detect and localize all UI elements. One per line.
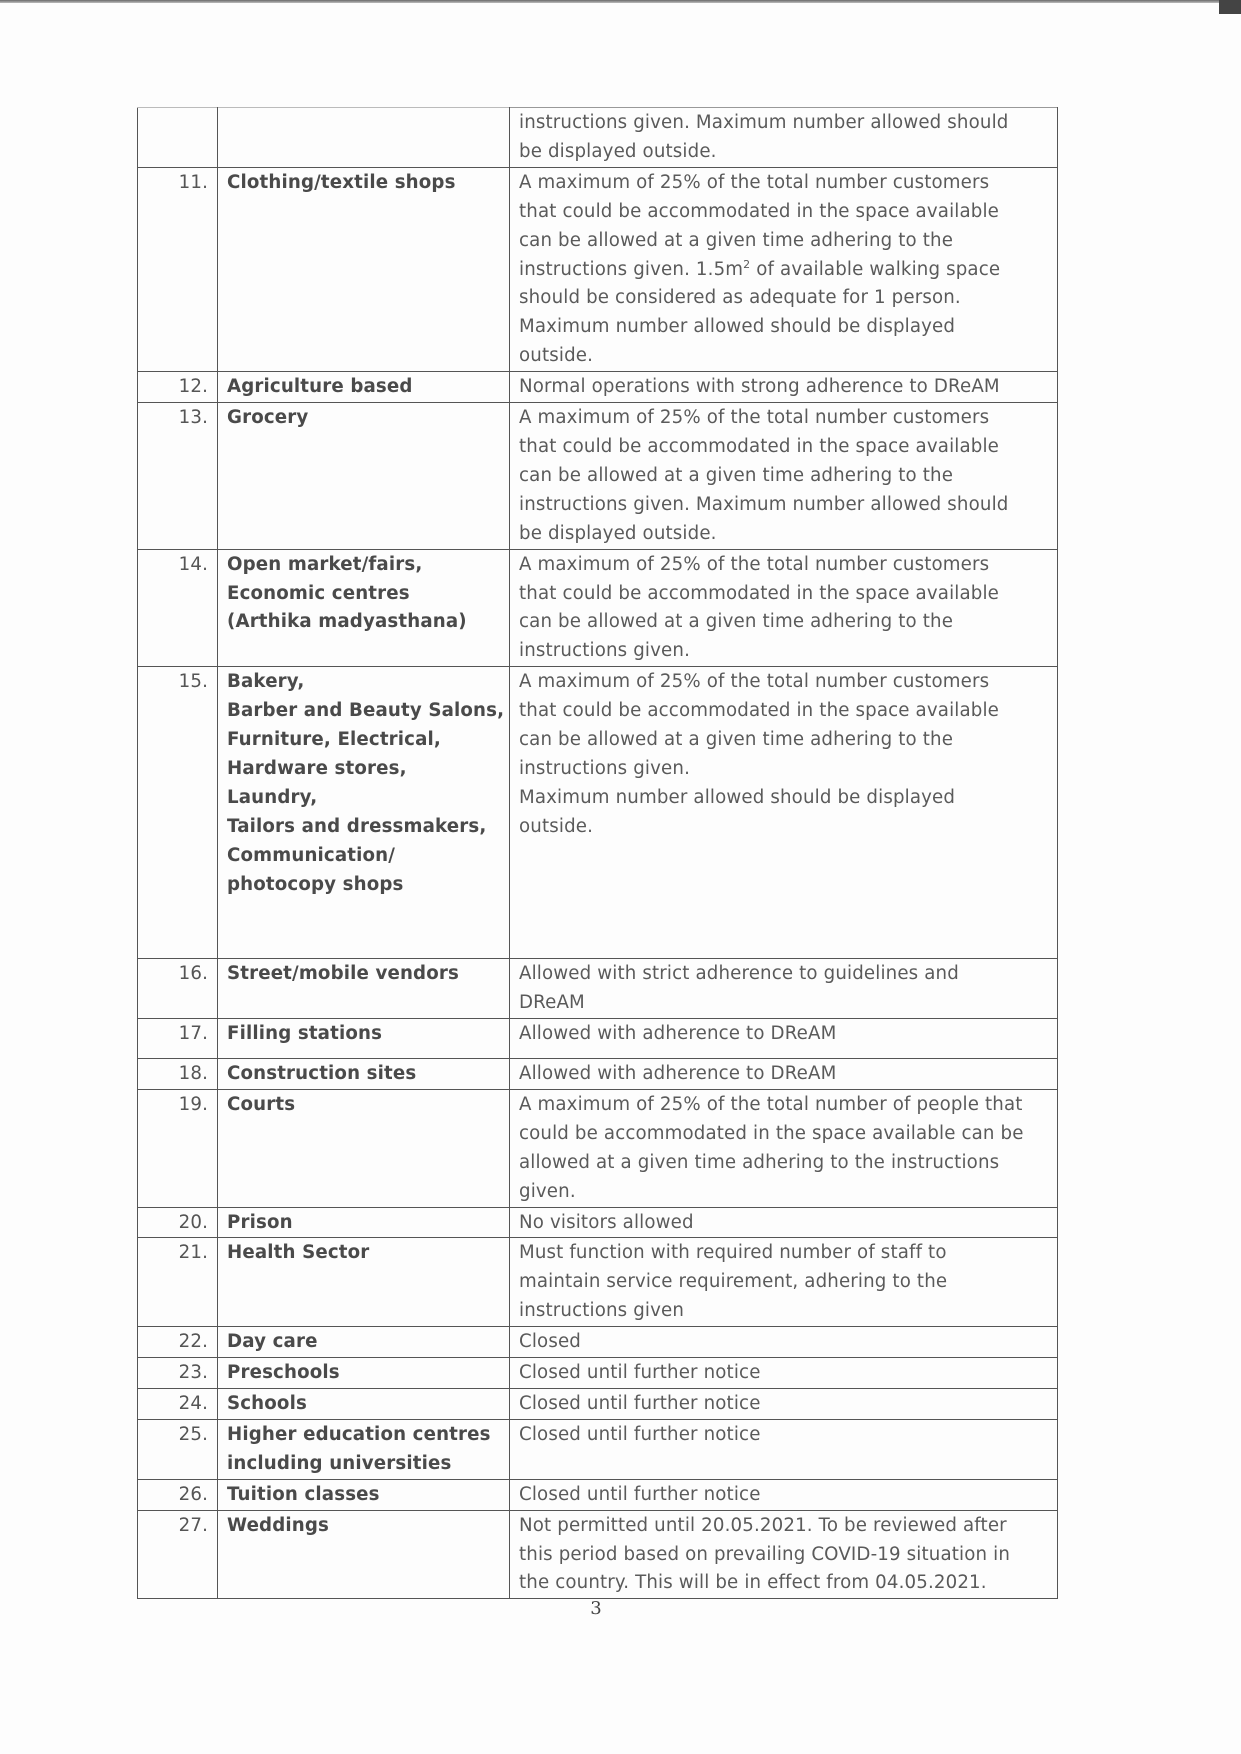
rule-line: Normal operations with strong adherence to DReAM xyxy=(519,376,1000,398)
table-row xyxy=(138,1389,1058,1420)
sector-line: Street/mobile vendors xyxy=(227,963,459,985)
rule-line: instructions given. xyxy=(519,640,690,662)
rule-cell xyxy=(510,1327,1058,1358)
row-number: 27. xyxy=(138,1510,218,1599)
rule-cell xyxy=(510,1238,1058,1327)
row-number: 13. xyxy=(138,403,218,550)
sector-cell xyxy=(218,167,510,371)
rule-line: A maximum of 25% of the total number customers xyxy=(519,671,990,693)
rule-line: can be allowed at a given time adhering to the xyxy=(519,229,954,251)
row-number: 16. xyxy=(138,959,218,1019)
rule-cell xyxy=(510,959,1058,1019)
sector-cell xyxy=(218,1089,510,1207)
rule-line: that could be accommodated in the space available xyxy=(519,435,1000,457)
table-row xyxy=(138,1238,1058,1327)
rule-line: Allowed with adherence to DReAM xyxy=(519,1063,837,1085)
row-number: 24. xyxy=(138,1389,218,1420)
rule-cell xyxy=(510,549,1058,667)
rule-line xyxy=(519,256,1048,285)
table-row xyxy=(138,1479,1058,1510)
row-number: 26. xyxy=(138,1479,218,1510)
rule-line: instructions given. xyxy=(519,757,690,779)
row-number: 12. xyxy=(138,372,218,403)
sector-line: (Arthika madyasthana) xyxy=(227,611,467,633)
rule-line: A maximum of 25% of the total number customers xyxy=(519,407,990,429)
rule-cell xyxy=(510,1089,1058,1207)
rule-line: should be considered as adequate for 1 person. xyxy=(519,287,961,309)
table-row xyxy=(138,667,1058,959)
rule-cell xyxy=(510,1389,1058,1420)
rule-cell xyxy=(510,1207,1058,1238)
rule-line: maintain service requirement, adhering to the xyxy=(519,1271,948,1293)
table-row xyxy=(138,1510,1058,1599)
scan-corner-mark xyxy=(1219,0,1241,14)
rule-cell xyxy=(510,108,1058,168)
rule-line: A maximum of 25% of the total number customers xyxy=(519,553,990,575)
rule-line: A maximum of 25% of the total number of people that xyxy=(519,1093,1023,1115)
table-row xyxy=(138,403,1058,550)
page-number: 3 xyxy=(590,1598,602,1619)
sector-line: Tuition classes xyxy=(227,1483,380,1505)
rule-cell xyxy=(510,1059,1058,1090)
superscript: 2 xyxy=(743,257,751,271)
rule-line: that could be accommodated in the space available xyxy=(519,200,1000,222)
row-number: 14. xyxy=(138,549,218,667)
rule-line: can be allowed at a given time adhering to the xyxy=(519,729,954,751)
sector-line: Agriculture based xyxy=(227,376,413,398)
rule-line: that could be accommodated in the space available xyxy=(519,700,1000,722)
rule-line: A maximum of 25% of the total number customers xyxy=(519,171,990,193)
sector-cell xyxy=(218,1238,510,1327)
rule-line: DReAM xyxy=(519,992,585,1014)
row-number: 22. xyxy=(138,1327,218,1358)
guidelines-table xyxy=(137,107,1058,1599)
row-number: 20. xyxy=(138,1207,218,1238)
row-number: 17. xyxy=(138,1019,218,1059)
sector-cell xyxy=(218,1479,510,1510)
rule-line: given. xyxy=(519,1180,576,1202)
sector-cell xyxy=(218,1207,510,1238)
row-number: 21. xyxy=(138,1238,218,1327)
row-number xyxy=(138,108,218,168)
sector-line: Filling stations xyxy=(227,1023,383,1045)
sector-line: Tailors and dressmakers, xyxy=(227,815,487,837)
row-number: 11. xyxy=(138,167,218,371)
row-number: 19. xyxy=(138,1089,218,1207)
sector-line: Economic centres xyxy=(227,582,410,604)
scan-top-edge xyxy=(0,0,1241,3)
rule-line: Closed until further notice xyxy=(519,1362,761,1384)
table-row xyxy=(138,1207,1058,1238)
table-row xyxy=(138,1089,1058,1207)
table-row xyxy=(138,1019,1058,1059)
rule-cell xyxy=(510,1358,1058,1389)
rule-line: Closed until further notice xyxy=(519,1483,761,1505)
rule-line: Allowed with adherence to DReAM xyxy=(519,1023,837,1045)
sector-cell xyxy=(218,372,510,403)
sector-cell xyxy=(218,1358,510,1389)
rule-line: instructions given. Maximum number allowed should xyxy=(519,112,1009,133)
rule-line: Closed until further notice xyxy=(519,1423,761,1445)
rule-line: this period based on prevailing COVID-19 situation in xyxy=(519,1543,1011,1565)
rule-line: that could be accommodated in the space available xyxy=(519,582,1000,604)
rule-line: could be accommodated in the space available can be xyxy=(519,1122,1024,1144)
sector-cell xyxy=(218,959,510,1019)
sector-line: Clothing/textile shops xyxy=(227,171,456,193)
sector-cell xyxy=(218,1059,510,1090)
sector-cell xyxy=(218,403,510,550)
table-row xyxy=(138,372,1058,403)
sector-line: Furniture, Electrical, xyxy=(227,729,441,751)
row-number: 25. xyxy=(138,1419,218,1479)
rule-line: be displayed outside. xyxy=(519,522,717,544)
sector-line: Open market/fairs, xyxy=(227,553,423,575)
rule-cell xyxy=(510,167,1058,371)
sector-line: Schools xyxy=(227,1393,307,1414)
table-row xyxy=(138,1419,1058,1479)
row-number: 23. xyxy=(138,1358,218,1389)
rule-line: instructions given xyxy=(519,1300,685,1322)
sector-cell xyxy=(218,1327,510,1358)
sector-line: Barber and Beauty Salons, xyxy=(227,700,505,722)
rule-line: Not permitted until 20.05.2021. To be reviewed after xyxy=(519,1514,1007,1536)
table-row xyxy=(138,1358,1058,1389)
table-row-continued xyxy=(138,108,1058,168)
sector-cell xyxy=(218,108,510,168)
rule-line: can be allowed at a given time adhering to the xyxy=(519,464,954,486)
row-number: 18. xyxy=(138,1059,218,1090)
sector-cell xyxy=(218,1419,510,1479)
sector-cell xyxy=(218,1510,510,1599)
rule-line: outside. xyxy=(519,345,594,367)
rule-line: outside. xyxy=(519,815,594,837)
rule-line: Closed until further notice xyxy=(519,1393,761,1414)
rule-cell xyxy=(510,372,1058,403)
rule-line: No visitors allowed xyxy=(519,1211,694,1233)
sector-line: including universities xyxy=(227,1452,452,1474)
rule-line: can be allowed at a given time adhering to the xyxy=(519,611,954,633)
sector-line: photocopy shops xyxy=(227,873,404,895)
sector-line: Courts xyxy=(227,1093,296,1115)
rule-cell xyxy=(510,1419,1058,1479)
row-number: 15. xyxy=(138,667,218,959)
sector-cell xyxy=(218,667,510,959)
rule-line: allowed at a given time adhering to the instructions xyxy=(519,1151,1000,1173)
rule-text: instructions given. 1.5m xyxy=(519,258,744,280)
sector-cell xyxy=(218,1389,510,1420)
rule-cell xyxy=(510,1019,1058,1059)
rule-line: instructions given. Maximum number allowed should xyxy=(519,493,1009,515)
sector-line: Weddings xyxy=(227,1514,330,1536)
sector-line: Day care xyxy=(227,1331,318,1353)
rule-line: Closed xyxy=(519,1331,581,1353)
rule-line: the country. This will be in effect from 04.05.2021. xyxy=(519,1572,987,1594)
sector-line: Hardware stores, xyxy=(227,757,407,779)
rule-line: be displayed outside. xyxy=(519,140,717,162)
sector-line: Preschools xyxy=(227,1362,340,1384)
table-row xyxy=(138,1059,1058,1090)
rule-text: of available walking space xyxy=(750,258,1001,280)
rule-cell xyxy=(510,1479,1058,1510)
sector-line: Bakery, xyxy=(227,671,305,693)
sector-line: Grocery xyxy=(227,407,309,429)
rule-cell xyxy=(510,403,1058,550)
rule-line: Maximum number allowed should be displayed xyxy=(519,786,956,808)
table-row xyxy=(138,549,1058,667)
sector-cell xyxy=(218,549,510,667)
sector-line: Communication/ xyxy=(227,844,396,866)
sector-cell xyxy=(218,1019,510,1059)
sector-line: Laundry, xyxy=(227,786,318,808)
sector-line: Higher education centres xyxy=(227,1423,491,1445)
sector-line: Prison xyxy=(227,1211,293,1233)
sector-line: Health Sector xyxy=(227,1242,370,1264)
table-row xyxy=(138,1327,1058,1358)
sector-line: Construction sites xyxy=(227,1063,417,1085)
table-row xyxy=(138,167,1058,371)
rule-line: Maximum number allowed should be displayed xyxy=(519,316,956,338)
rule-cell xyxy=(510,1510,1058,1599)
table-row xyxy=(138,959,1058,1019)
rule-line: Must function with required number of staff to xyxy=(519,1242,947,1264)
rule-line: Allowed with strict adherence to guidelines and xyxy=(519,963,959,985)
rule-cell xyxy=(510,667,1058,959)
